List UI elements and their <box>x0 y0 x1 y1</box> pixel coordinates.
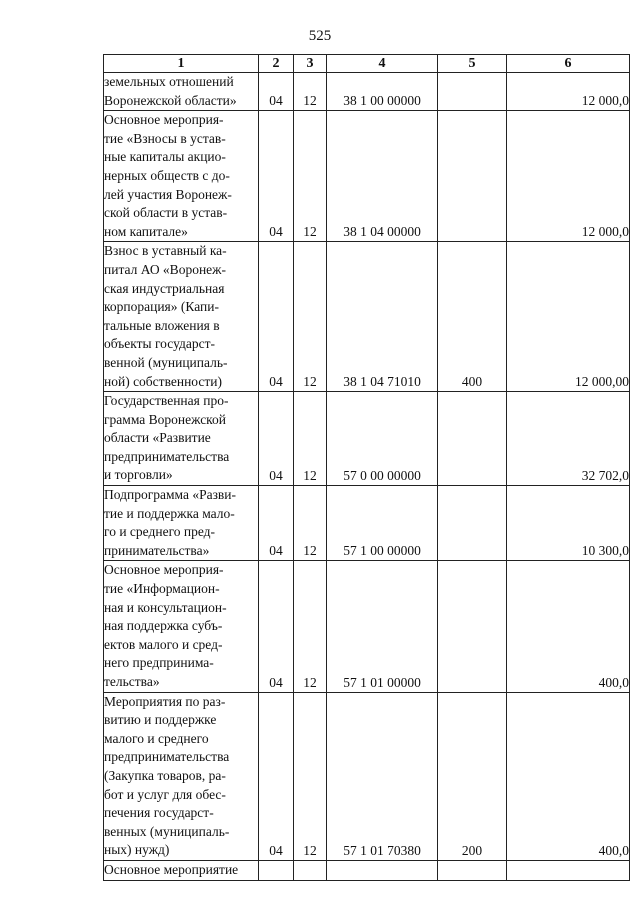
row-name-line: предпринимательства <box>104 749 230 765</box>
expense-type-cell <box>438 561 507 692</box>
section-code-cell: 04 <box>259 692 294 860</box>
row-name-line: тие «Информацион- <box>104 581 220 597</box>
row-name-line: нерных обществ с до- <box>104 167 230 183</box>
header-row <box>104 55 630 73</box>
row-name-line: печения государст- <box>104 805 214 821</box>
header-cell: 1 <box>104 55 259 73</box>
expense-type-cell: 200 <box>438 692 507 860</box>
target-article-cell: 57 1 01 70380 <box>327 692 438 860</box>
row-name-line: принимательства» <box>104 542 210 558</box>
subsection-code-cell: 12 <box>294 561 327 692</box>
subsection-code-cell: 12 <box>294 111 327 242</box>
table-row <box>104 860 630 880</box>
row-name-line: Взнос в уставный ка- <box>104 243 227 259</box>
amount-cell: 400,0 <box>507 561 630 692</box>
row-name-line: Основное мероприя- <box>104 562 224 578</box>
header-cell: 3 <box>294 55 327 73</box>
subsection-code-cell: 12 <box>294 486 327 561</box>
budget-table <box>103 54 630 881</box>
section-code-cell: 04 <box>259 73 294 111</box>
table-row <box>104 73 630 111</box>
row-name-line: грамма Воронежской <box>104 411 227 427</box>
amount-cell: 12 000,00 <box>507 242 630 392</box>
row-name-line: ская индустриальная <box>104 280 225 296</box>
row-name-cell <box>104 242 259 392</box>
header-cell: 6 <box>507 55 630 73</box>
row-name-line: малого и среднего <box>104 730 209 746</box>
row-name-line: ная поддержка субъ- <box>104 618 223 634</box>
amount-cell <box>507 860 630 880</box>
table-row <box>104 111 630 242</box>
target-article-cell: 38 1 04 71010 <box>327 242 438 392</box>
row-name-line: области «Развитие <box>104 430 211 446</box>
row-name-line: Воронежской области» <box>104 92 237 108</box>
row-name-cell <box>104 73 259 111</box>
amount-cell: 10 300,0 <box>507 486 630 561</box>
row-name-line: ных) нужд) <box>104 842 170 858</box>
section-code-cell: 04 <box>259 486 294 561</box>
amount-cell: 12 000,0 <box>507 111 630 242</box>
table-row <box>104 692 630 860</box>
expense-type-cell <box>438 860 507 880</box>
row-name-line: и торговли» <box>104 467 173 483</box>
subsection-code-cell <box>294 860 327 880</box>
section-code-cell <box>259 860 294 880</box>
table-body <box>104 73 630 881</box>
section-code-cell: 04 <box>259 392 294 486</box>
header-cell: 4 <box>327 55 438 73</box>
row-name-line: венной (муниципаль- <box>104 354 228 370</box>
expense-type-cell <box>438 392 507 486</box>
subsection-code-cell: 12 <box>294 692 327 860</box>
header-cell: 2 <box>259 55 294 73</box>
row-name-cell <box>104 111 259 242</box>
expense-type-cell <box>438 486 507 561</box>
row-name-line: питал АО «Воронеж- <box>104 261 226 277</box>
target-article-cell <box>327 860 438 880</box>
row-name-line: Основное мероприятие <box>104 861 239 877</box>
subsection-code-cell: 12 <box>294 392 327 486</box>
section-code-cell: 04 <box>259 111 294 242</box>
row-name-cell <box>104 692 259 860</box>
page-number: 525 <box>308 28 332 44</box>
subsection-code-cell: 12 <box>294 73 327 111</box>
row-name-line: Подпрограмма «Разви- <box>104 487 237 503</box>
row-name-line: ные капиталы акцио- <box>104 149 226 165</box>
expense-type-cell: 400 <box>438 242 507 392</box>
row-name-line: бот и услуг для обес- <box>104 786 226 802</box>
table-row <box>104 392 630 486</box>
row-name-line: венных (муниципаль- <box>104 823 230 839</box>
row-name-cell <box>104 392 259 486</box>
row-name-line: тельства» <box>104 674 160 689</box>
row-name-line: корпорация» (Капи- <box>104 299 219 315</box>
row-name-cell <box>104 486 259 561</box>
row-name-line: ской области в устав- <box>104 205 228 221</box>
row-name-line: ном капитале» <box>104 223 188 239</box>
row-name-cell <box>104 860 259 880</box>
subsection-code-cell: 12 <box>294 242 327 392</box>
target-article-cell: 38 1 04 00000 <box>327 111 438 242</box>
row-name-line: ная и консультацион- <box>104 599 227 615</box>
amount-cell: 12 000,0 <box>507 73 630 111</box>
table-row <box>104 242 630 392</box>
row-name-line: тие «Взносы в устав- <box>104 130 226 146</box>
row-name-line: витию и поддержке <box>104 712 217 728</box>
row-name-line: объекты государст- <box>104 336 215 352</box>
section-code-cell: 04 <box>259 561 294 692</box>
row-name-line: Мероприятия по раз- <box>104 693 226 709</box>
header-cell: 5 <box>438 55 507 73</box>
amount-cell: 32 702,0 <box>507 392 630 486</box>
amount-cell: 400,0 <box>507 692 630 860</box>
row-name-line: предпринимательства <box>104 448 230 464</box>
expense-type-cell <box>438 73 507 111</box>
row-name-line: Основное мероприя- <box>104 112 224 128</box>
row-name-line: Государственная про- <box>104 393 229 409</box>
target-article-cell: 57 1 00 00000 <box>327 486 438 561</box>
target-article-cell: 38 1 00 00000 <box>327 73 438 111</box>
row-name-line: ектов малого и сред- <box>104 636 223 652</box>
row-name-line: земельных отношений <box>104 74 234 89</box>
target-article-cell: 57 0 00 00000 <box>327 392 438 486</box>
row-name-line: тие и поддержка мало- <box>104 505 235 521</box>
row-name-line: ной) собственности) <box>104 373 223 389</box>
target-article-cell: 57 1 01 00000 <box>327 561 438 692</box>
row-name-line: тальные вложения в <box>104 317 220 333</box>
row-name-line: него предпринима- <box>104 655 214 671</box>
table-row <box>104 561 630 692</box>
row-name-line: (Закупка товаров, ра- <box>104 767 226 783</box>
expense-type-cell <box>438 111 507 242</box>
row-name-line: лей участия Воронеж- <box>104 186 232 202</box>
row-name-line: го и среднего пред- <box>104 524 216 540</box>
section-code-cell: 04 <box>259 242 294 392</box>
row-name-cell <box>104 561 259 692</box>
table-row <box>104 486 630 561</box>
